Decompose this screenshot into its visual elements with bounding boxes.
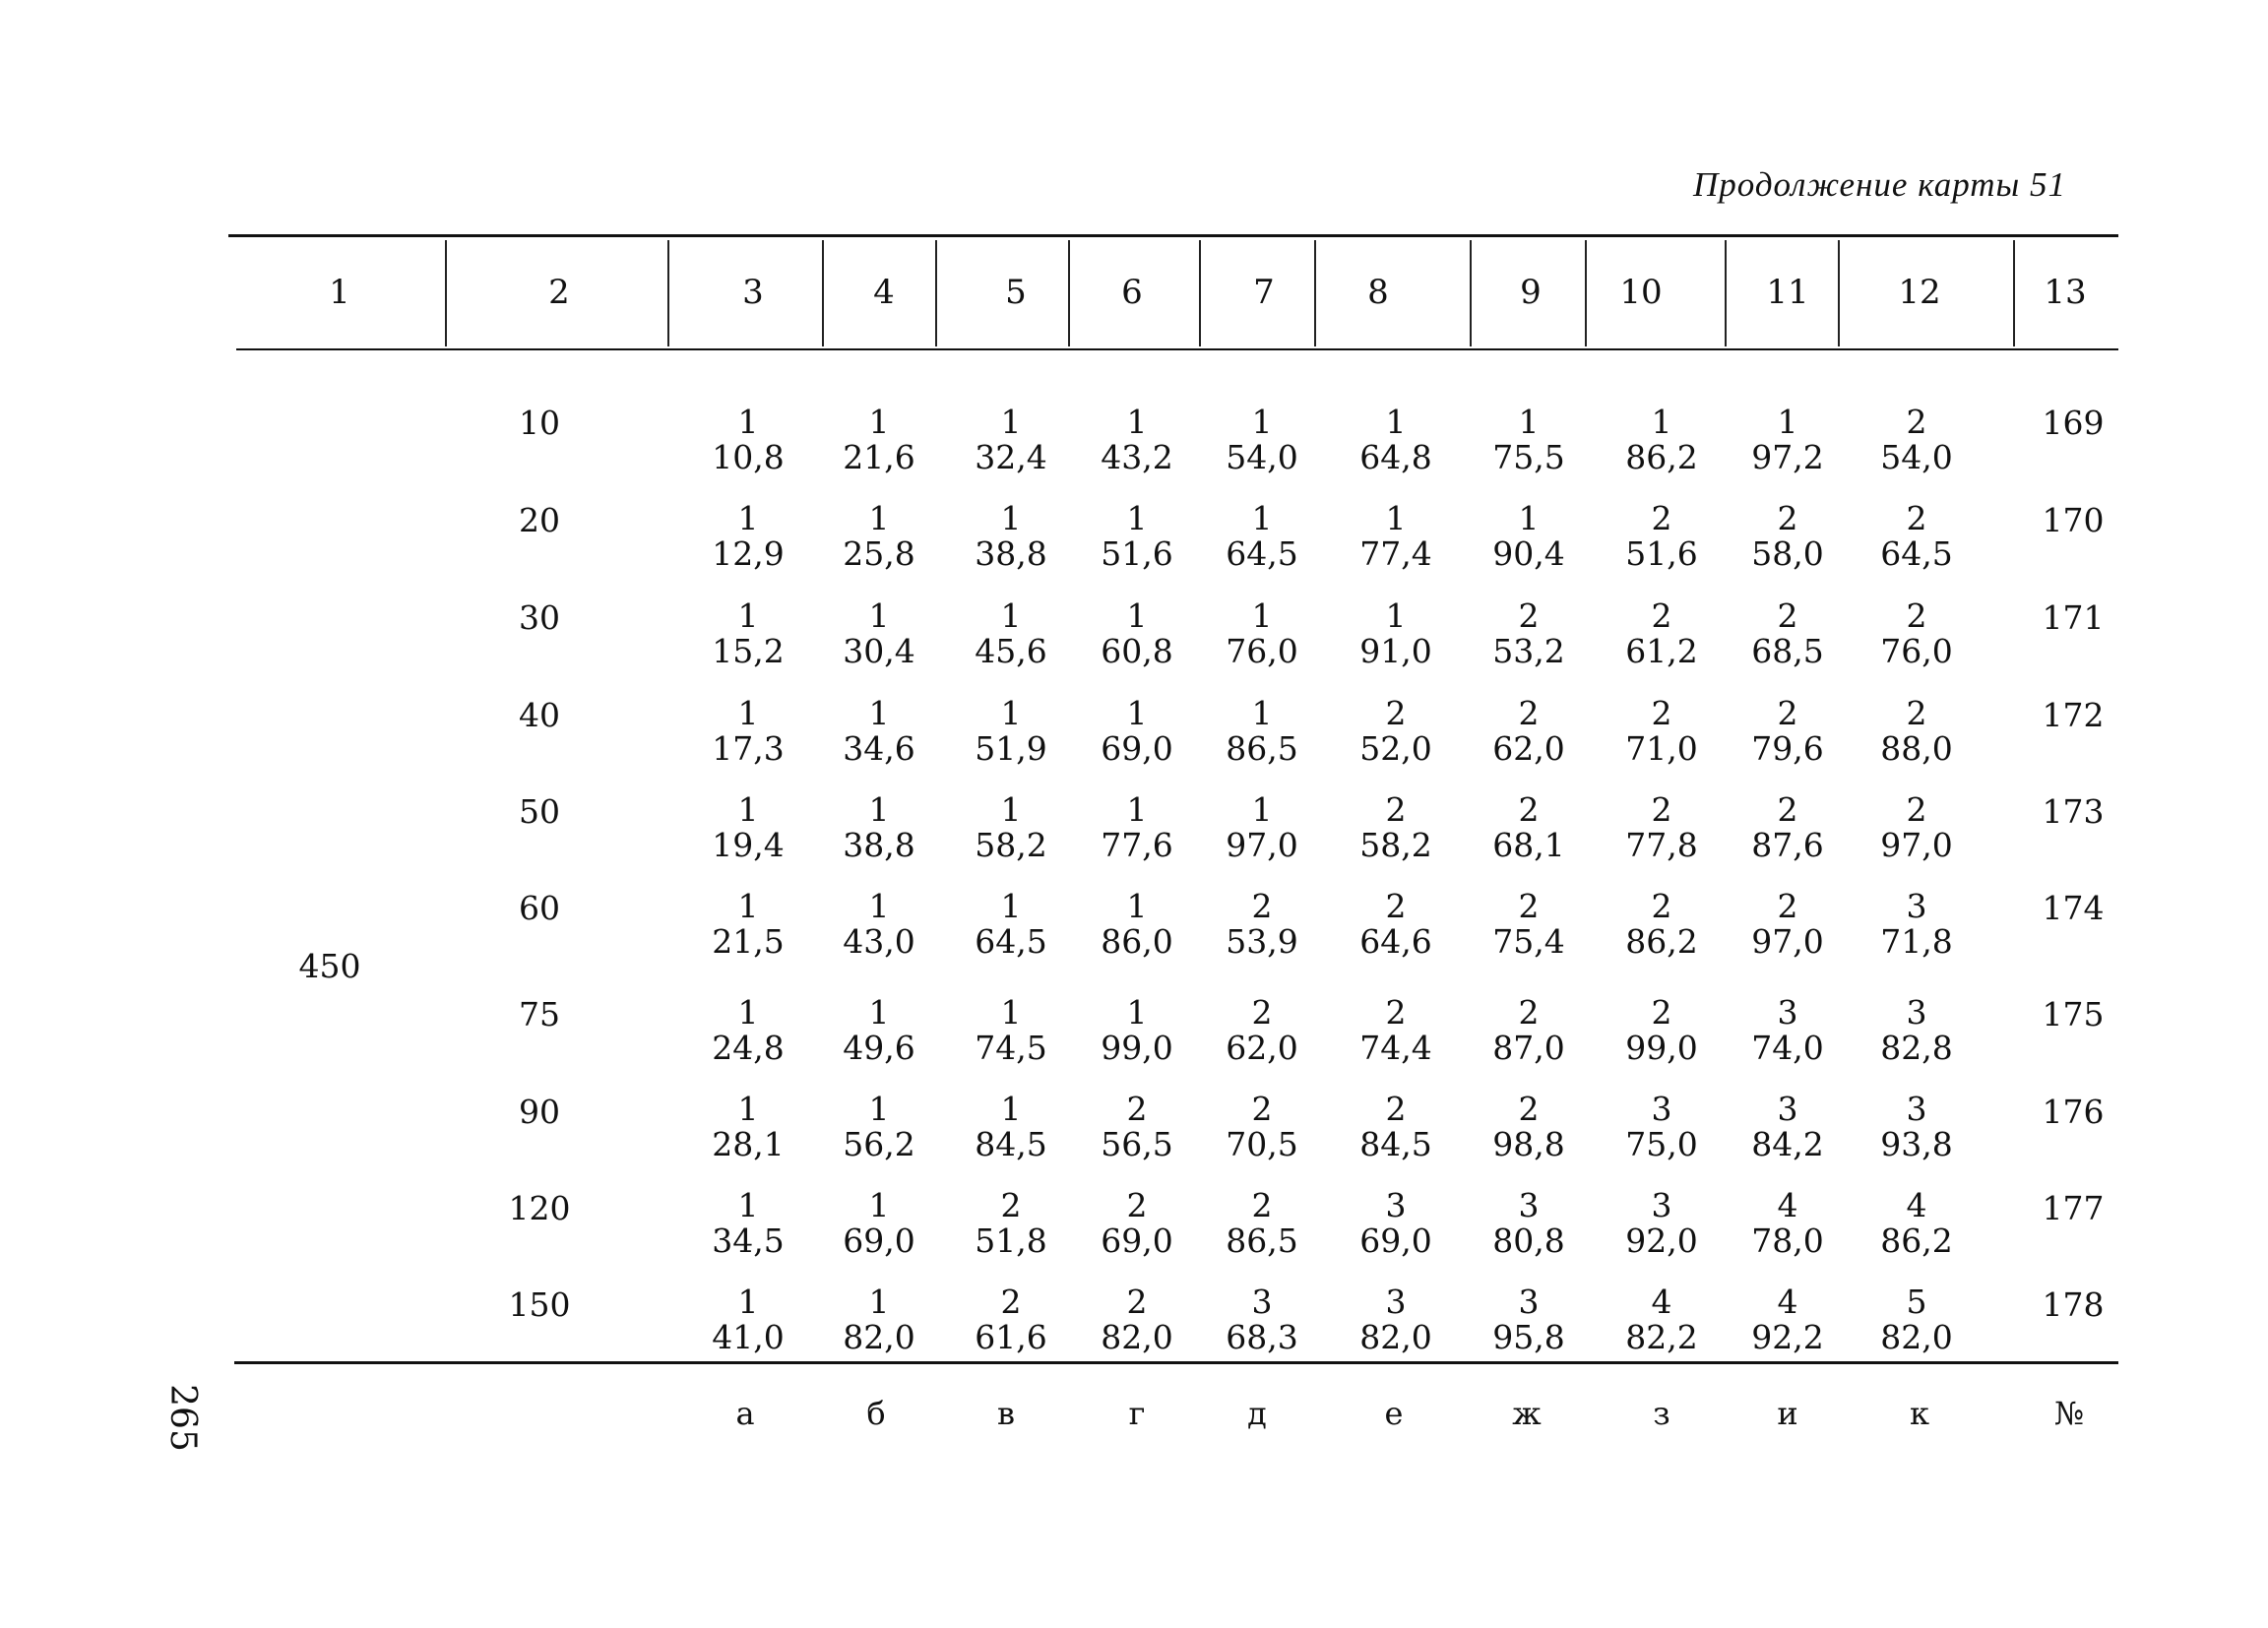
- row-card-number: 174: [2042, 889, 2105, 927]
- cell-value: 51,9: [975, 729, 1047, 768]
- header-cell: 2: [548, 273, 570, 312]
- cell-value: 77,4: [1359, 534, 1432, 573]
- cell-value: 21,5: [712, 922, 785, 961]
- cell-count: 1: [868, 1283, 890, 1321]
- cell-value: 91,0: [1359, 632, 1432, 670]
- cell-value: 15,2: [712, 632, 785, 670]
- cell-value: 71,8: [1880, 922, 1953, 961]
- cell-count: 1: [868, 1090, 890, 1128]
- cell-count: 1: [1385, 499, 1407, 537]
- header-cell: 1: [329, 273, 350, 312]
- footer-letter: д: [1247, 1395, 1267, 1432]
- header-separator: [1838, 240, 1840, 346]
- cell-count: 2: [1518, 1090, 1540, 1128]
- cell-count: 2: [1777, 499, 1798, 537]
- cell-count: 2: [1385, 887, 1407, 925]
- cell-value: 76,0: [1880, 632, 1953, 670]
- cell-count: 1: [1000, 887, 1022, 925]
- cell-value: 77,8: [1625, 826, 1698, 864]
- row-col2-value: 75: [519, 995, 560, 1033]
- cell-count: 1: [1000, 499, 1022, 537]
- cell-value: 86,0: [1101, 922, 1173, 961]
- header-separator: [1725, 240, 1727, 346]
- cell-value: 79,6: [1751, 729, 1824, 768]
- cell-value: 53,2: [1492, 632, 1565, 670]
- cell-value: 82,0: [1101, 1318, 1173, 1356]
- footer-letter: а: [735, 1395, 755, 1432]
- cell-count: 2: [1651, 993, 1672, 1032]
- cell-count: 3: [1651, 1186, 1672, 1224]
- footer-letter: г: [1128, 1395, 1146, 1432]
- cell-value: 76,0: [1226, 632, 1298, 670]
- cell-count: 1: [1000, 596, 1022, 635]
- row-card-number: 170: [2042, 501, 2105, 539]
- footer-letter: ж: [1512, 1395, 1542, 1432]
- cell-count: 3: [1385, 1186, 1407, 1224]
- row-col2-value: 40: [519, 696, 560, 734]
- cell-count: 1: [737, 596, 759, 635]
- cell-count: 1: [1126, 499, 1148, 537]
- cell-value: 70,5: [1226, 1125, 1298, 1163]
- header-cell: 7: [1253, 273, 1275, 312]
- header-cell: 13: [2044, 273, 2087, 312]
- cell-value: 56,5: [1101, 1125, 1173, 1163]
- cell-value: 21,6: [843, 438, 915, 476]
- cell-count: 1: [1251, 596, 1273, 635]
- cell-count: 2: [1000, 1186, 1022, 1224]
- cell-count: 2: [1777, 694, 1798, 732]
- cell-count: 1: [1000, 993, 1022, 1032]
- cell-count: 1: [868, 790, 890, 829]
- cell-count: 2: [1518, 694, 1540, 732]
- cell-value: 12,9: [712, 534, 785, 573]
- cell-count: 2: [1518, 993, 1540, 1032]
- cell-count: 2: [1906, 596, 1927, 635]
- header-cell: 9: [1520, 273, 1542, 312]
- cell-value: 82,2: [1625, 1318, 1698, 1356]
- header-cell: 4: [873, 273, 895, 312]
- cell-count: 2: [1000, 1283, 1022, 1321]
- cell-value: 10,8: [712, 438, 785, 476]
- cell-value: 82,0: [1880, 1318, 1953, 1356]
- cell-count: 3: [1906, 887, 1927, 925]
- cell-count: 5: [1906, 1283, 1927, 1321]
- row-card-number: 172: [2042, 696, 2105, 734]
- cell-value: 43,0: [843, 922, 915, 961]
- cell-value: 74,4: [1359, 1029, 1432, 1067]
- cell-value: 64,5: [1226, 534, 1298, 573]
- header-cell: 8: [1367, 273, 1389, 312]
- cell-count: 1: [1251, 499, 1273, 537]
- cell-value: 64,5: [975, 922, 1047, 961]
- row-col2-value: 20: [519, 501, 560, 539]
- row-col2-value: 30: [519, 598, 560, 637]
- cell-value: 43,2: [1101, 438, 1173, 476]
- cell-count: 2: [1906, 403, 1927, 441]
- cell-value: 97,0: [1880, 826, 1953, 864]
- cell-count: 2: [1126, 1090, 1148, 1128]
- cell-value: 28,1: [712, 1125, 785, 1163]
- cell-count: 2: [1126, 1283, 1148, 1321]
- cell-count: 1: [737, 1186, 759, 1224]
- cell-count: 2: [1126, 1186, 1148, 1224]
- cell-count: 1: [1518, 403, 1540, 441]
- cell-count: 2: [1385, 1090, 1407, 1128]
- cell-count: 3: [1777, 993, 1798, 1032]
- cell-count: 2: [1906, 499, 1927, 537]
- cell-value: 87,0: [1492, 1029, 1565, 1067]
- row-col2-value: 60: [519, 889, 560, 927]
- cell-value: 64,6: [1359, 922, 1432, 961]
- cell-count: 3: [1906, 993, 1927, 1032]
- header-separator: [822, 240, 824, 346]
- cell-value: 82,0: [1359, 1318, 1432, 1356]
- row-card-number: 169: [2042, 404, 2105, 442]
- cell-value: 62,0: [1492, 729, 1565, 768]
- cell-count: 4: [1651, 1283, 1672, 1321]
- cell-value: 69,0: [1359, 1221, 1432, 1260]
- cell-count: 1: [737, 694, 759, 732]
- cell-count: 1: [737, 993, 759, 1032]
- cell-count: 3: [1518, 1283, 1540, 1321]
- cell-count: 3: [1251, 1283, 1273, 1321]
- cell-value: 69,0: [1101, 1221, 1173, 1260]
- cell-value: 51,6: [1101, 534, 1173, 573]
- cell-count: 1: [737, 499, 759, 537]
- cell-value: 34,6: [843, 729, 915, 768]
- cell-value: 87,6: [1751, 826, 1824, 864]
- cell-value: 61,2: [1625, 632, 1698, 670]
- cell-count: 2: [1518, 596, 1540, 635]
- table-top-rule: [228, 234, 2118, 237]
- row-col2-value: 90: [519, 1093, 560, 1131]
- cell-value: 25,8: [843, 534, 915, 573]
- cell-value: 86,2: [1625, 922, 1698, 961]
- cell-count: 2: [1251, 1186, 1273, 1224]
- cell-value: 93,8: [1880, 1125, 1953, 1163]
- footer-letter: з: [1653, 1395, 1670, 1432]
- cell-value: 30,4: [843, 632, 915, 670]
- header-separator: [1199, 240, 1201, 346]
- cell-value: 88,0: [1880, 729, 1953, 768]
- cell-count: 1: [1126, 790, 1148, 829]
- row-col2-value: 150: [508, 1285, 571, 1324]
- cell-count: 1: [868, 403, 890, 441]
- cell-count: 2: [1651, 790, 1672, 829]
- header-cell: 6: [1121, 273, 1143, 312]
- cell-count: 2: [1906, 790, 1927, 829]
- cell-count: 1: [1251, 790, 1273, 829]
- cell-count: 3: [1906, 1090, 1927, 1128]
- cell-count: 1: [1385, 596, 1407, 635]
- cell-count: 1: [1651, 403, 1672, 441]
- cell-count: 2: [1385, 790, 1407, 829]
- header-cell: 11: [1766, 273, 1809, 312]
- table-bottom-rule: [234, 1361, 2118, 1364]
- cell-count: 1: [868, 694, 890, 732]
- row-col2-value: 50: [519, 792, 560, 831]
- row-card-number: 171: [2042, 598, 2105, 637]
- cell-value: 84,2: [1751, 1125, 1824, 1163]
- cell-count: 1: [737, 790, 759, 829]
- cell-value: 51,8: [975, 1221, 1047, 1260]
- cell-value: 84,5: [975, 1125, 1047, 1163]
- cell-value: 61,6: [975, 1318, 1047, 1356]
- cell-count: 2: [1251, 1090, 1273, 1128]
- cell-value: 56,2: [843, 1125, 915, 1163]
- footer-letter: б: [866, 1395, 886, 1432]
- cell-count: 2: [1518, 887, 1540, 925]
- cell-value: 95,8: [1492, 1318, 1565, 1356]
- cell-value: 49,6: [843, 1029, 915, 1067]
- group-value: 450: [298, 947, 361, 985]
- cell-count: 3: [1777, 1090, 1798, 1128]
- cell-value: 41,0: [712, 1318, 785, 1356]
- cell-value: 64,8: [1359, 438, 1432, 476]
- cell-count: 4: [1777, 1186, 1798, 1224]
- header-separator: [1585, 240, 1587, 346]
- cell-value: 38,8: [843, 826, 915, 864]
- cell-count: 3: [1651, 1090, 1672, 1128]
- row-card-number: 176: [2042, 1093, 2105, 1131]
- cell-value: 52,0: [1359, 729, 1432, 768]
- cell-count: 2: [1385, 694, 1407, 732]
- cell-count: 3: [1385, 1283, 1407, 1321]
- cell-count: 1: [737, 403, 759, 441]
- row-card-number: 175: [2042, 995, 2105, 1033]
- cell-value: 32,4: [975, 438, 1047, 476]
- footer-letter: и: [1777, 1395, 1798, 1432]
- header-separator: [1068, 240, 1070, 346]
- cell-value: 58,2: [1359, 826, 1432, 864]
- cell-value: 69,0: [1101, 729, 1173, 768]
- cell-count: 1: [1385, 403, 1407, 441]
- cell-value: 90,4: [1492, 534, 1565, 573]
- cell-count: 1: [1126, 596, 1148, 635]
- cell-count: 4: [1777, 1283, 1798, 1321]
- footer-letter: №: [2053, 1395, 2085, 1432]
- cell-value: 45,6: [975, 632, 1047, 670]
- cell-value: 53,9: [1226, 922, 1298, 961]
- cell-count: 1: [868, 1186, 890, 1224]
- cell-count: 2: [1651, 694, 1672, 732]
- cell-value: 51,6: [1625, 534, 1698, 573]
- cell-count: 1: [868, 596, 890, 635]
- cell-count: 1: [868, 993, 890, 1032]
- footer-letter: к: [1910, 1395, 1929, 1432]
- row-card-number: 173: [2042, 792, 2105, 831]
- header-cell: 5: [1005, 273, 1027, 312]
- cell-count: 1: [868, 887, 890, 925]
- cell-count: 1: [1126, 694, 1148, 732]
- cell-value: 34,5: [712, 1221, 785, 1260]
- cell-value: 92,2: [1751, 1318, 1824, 1356]
- cell-value: 82,0: [843, 1318, 915, 1356]
- header-bottom-rule: [236, 348, 2118, 350]
- cell-value: 82,8: [1880, 1029, 1953, 1067]
- cell-value: 58,2: [975, 826, 1047, 864]
- header-separator: [667, 240, 669, 346]
- cell-count: 2: [1777, 790, 1798, 829]
- header-separator: [2013, 240, 2015, 346]
- cell-count: 2: [1251, 993, 1273, 1032]
- cell-value: 75,5: [1492, 438, 1565, 476]
- cell-value: 99,0: [1101, 1029, 1173, 1067]
- header-separator: [445, 240, 447, 346]
- cell-count: 1: [737, 1283, 759, 1321]
- cell-value: 97,0: [1226, 826, 1298, 864]
- cell-count: 1: [1251, 403, 1273, 441]
- row-col2-value: 10: [519, 404, 560, 442]
- cell-count: 1: [1126, 403, 1148, 441]
- cell-count: 2: [1777, 887, 1798, 925]
- footer-letter: в: [996, 1395, 1015, 1432]
- header-separator: [1470, 240, 1472, 346]
- cell-value: 77,6: [1101, 826, 1173, 864]
- cell-count: 2: [1518, 790, 1540, 829]
- cell-value: 99,0: [1625, 1029, 1698, 1067]
- cell-count: 2: [1651, 887, 1672, 925]
- cell-value: 92,0: [1625, 1221, 1698, 1260]
- cell-value: 54,0: [1880, 438, 1953, 476]
- cell-value: 80,8: [1492, 1221, 1565, 1260]
- cell-value: 54,0: [1226, 438, 1298, 476]
- row-card-number: 177: [2042, 1189, 2105, 1227]
- cell-value: 68,5: [1751, 632, 1824, 670]
- cell-value: 68,1: [1492, 826, 1565, 864]
- cell-count: 1: [1251, 694, 1273, 732]
- cell-value: 60,8: [1101, 632, 1173, 670]
- cell-value: 97,2: [1751, 438, 1824, 476]
- cell-count: 1: [1000, 1090, 1022, 1128]
- cell-count: 3: [1518, 1186, 1540, 1224]
- cell-value: 68,3: [1226, 1318, 1298, 1356]
- cell-value: 17,3: [712, 729, 785, 768]
- cell-value: 69,0: [843, 1221, 915, 1260]
- footer-letter: е: [1384, 1395, 1404, 1432]
- cell-count: 1: [1777, 403, 1798, 441]
- cell-count: 2: [1251, 887, 1273, 925]
- cell-count: 1: [1000, 403, 1022, 441]
- cell-count: 1: [737, 887, 759, 925]
- cell-count: 2: [1651, 596, 1672, 635]
- cell-count: 1: [1126, 887, 1148, 925]
- cell-value: 19,4: [712, 826, 785, 864]
- cell-value: 62,0: [1226, 1029, 1298, 1067]
- header-separator: [935, 240, 937, 346]
- row-col2-value: 120: [508, 1189, 571, 1227]
- cell-value: 64,5: [1880, 534, 1953, 573]
- cell-value: 86,2: [1625, 438, 1698, 476]
- header-separator: [1314, 240, 1316, 346]
- header-cell: 12: [1898, 273, 1941, 312]
- cell-value: 86,5: [1226, 729, 1298, 768]
- cell-value: 97,0: [1751, 922, 1824, 961]
- cell-count: 1: [1000, 694, 1022, 732]
- cell-count: 2: [1385, 993, 1407, 1032]
- cell-value: 75,0: [1625, 1125, 1698, 1163]
- cell-value: 38,8: [975, 534, 1047, 573]
- continuation-label: Продолжение карты 51: [1693, 165, 2066, 204]
- cell-value: 71,0: [1625, 729, 1698, 768]
- cell-value: 78,0: [1751, 1221, 1824, 1260]
- cell-value: 74,5: [975, 1029, 1047, 1067]
- cell-count: 1: [737, 1090, 759, 1128]
- cell-count: 1: [1518, 499, 1540, 537]
- cell-value: 58,0: [1751, 534, 1824, 573]
- cell-count: 4: [1906, 1186, 1927, 1224]
- cell-value: 86,5: [1226, 1221, 1298, 1260]
- page-number: 265: [161, 1384, 203, 1452]
- cell-value: 98,8: [1492, 1125, 1565, 1163]
- cell-value: 24,8: [712, 1029, 785, 1067]
- cell-count: 2: [1651, 499, 1672, 537]
- cell-count: 1: [1000, 790, 1022, 829]
- cell-count: 1: [868, 499, 890, 537]
- cell-value: 84,5: [1359, 1125, 1432, 1163]
- cell-value: 75,4: [1492, 922, 1565, 961]
- header-cell: 3: [742, 273, 764, 312]
- row-card-number: 178: [2042, 1285, 2105, 1324]
- cell-value: 74,0: [1751, 1029, 1824, 1067]
- cell-value: 86,2: [1880, 1221, 1953, 1260]
- header-cell: 10: [1619, 273, 1663, 312]
- cell-count: 2: [1906, 694, 1927, 732]
- cell-count: 1: [1126, 993, 1148, 1032]
- cell-count: 2: [1777, 596, 1798, 635]
